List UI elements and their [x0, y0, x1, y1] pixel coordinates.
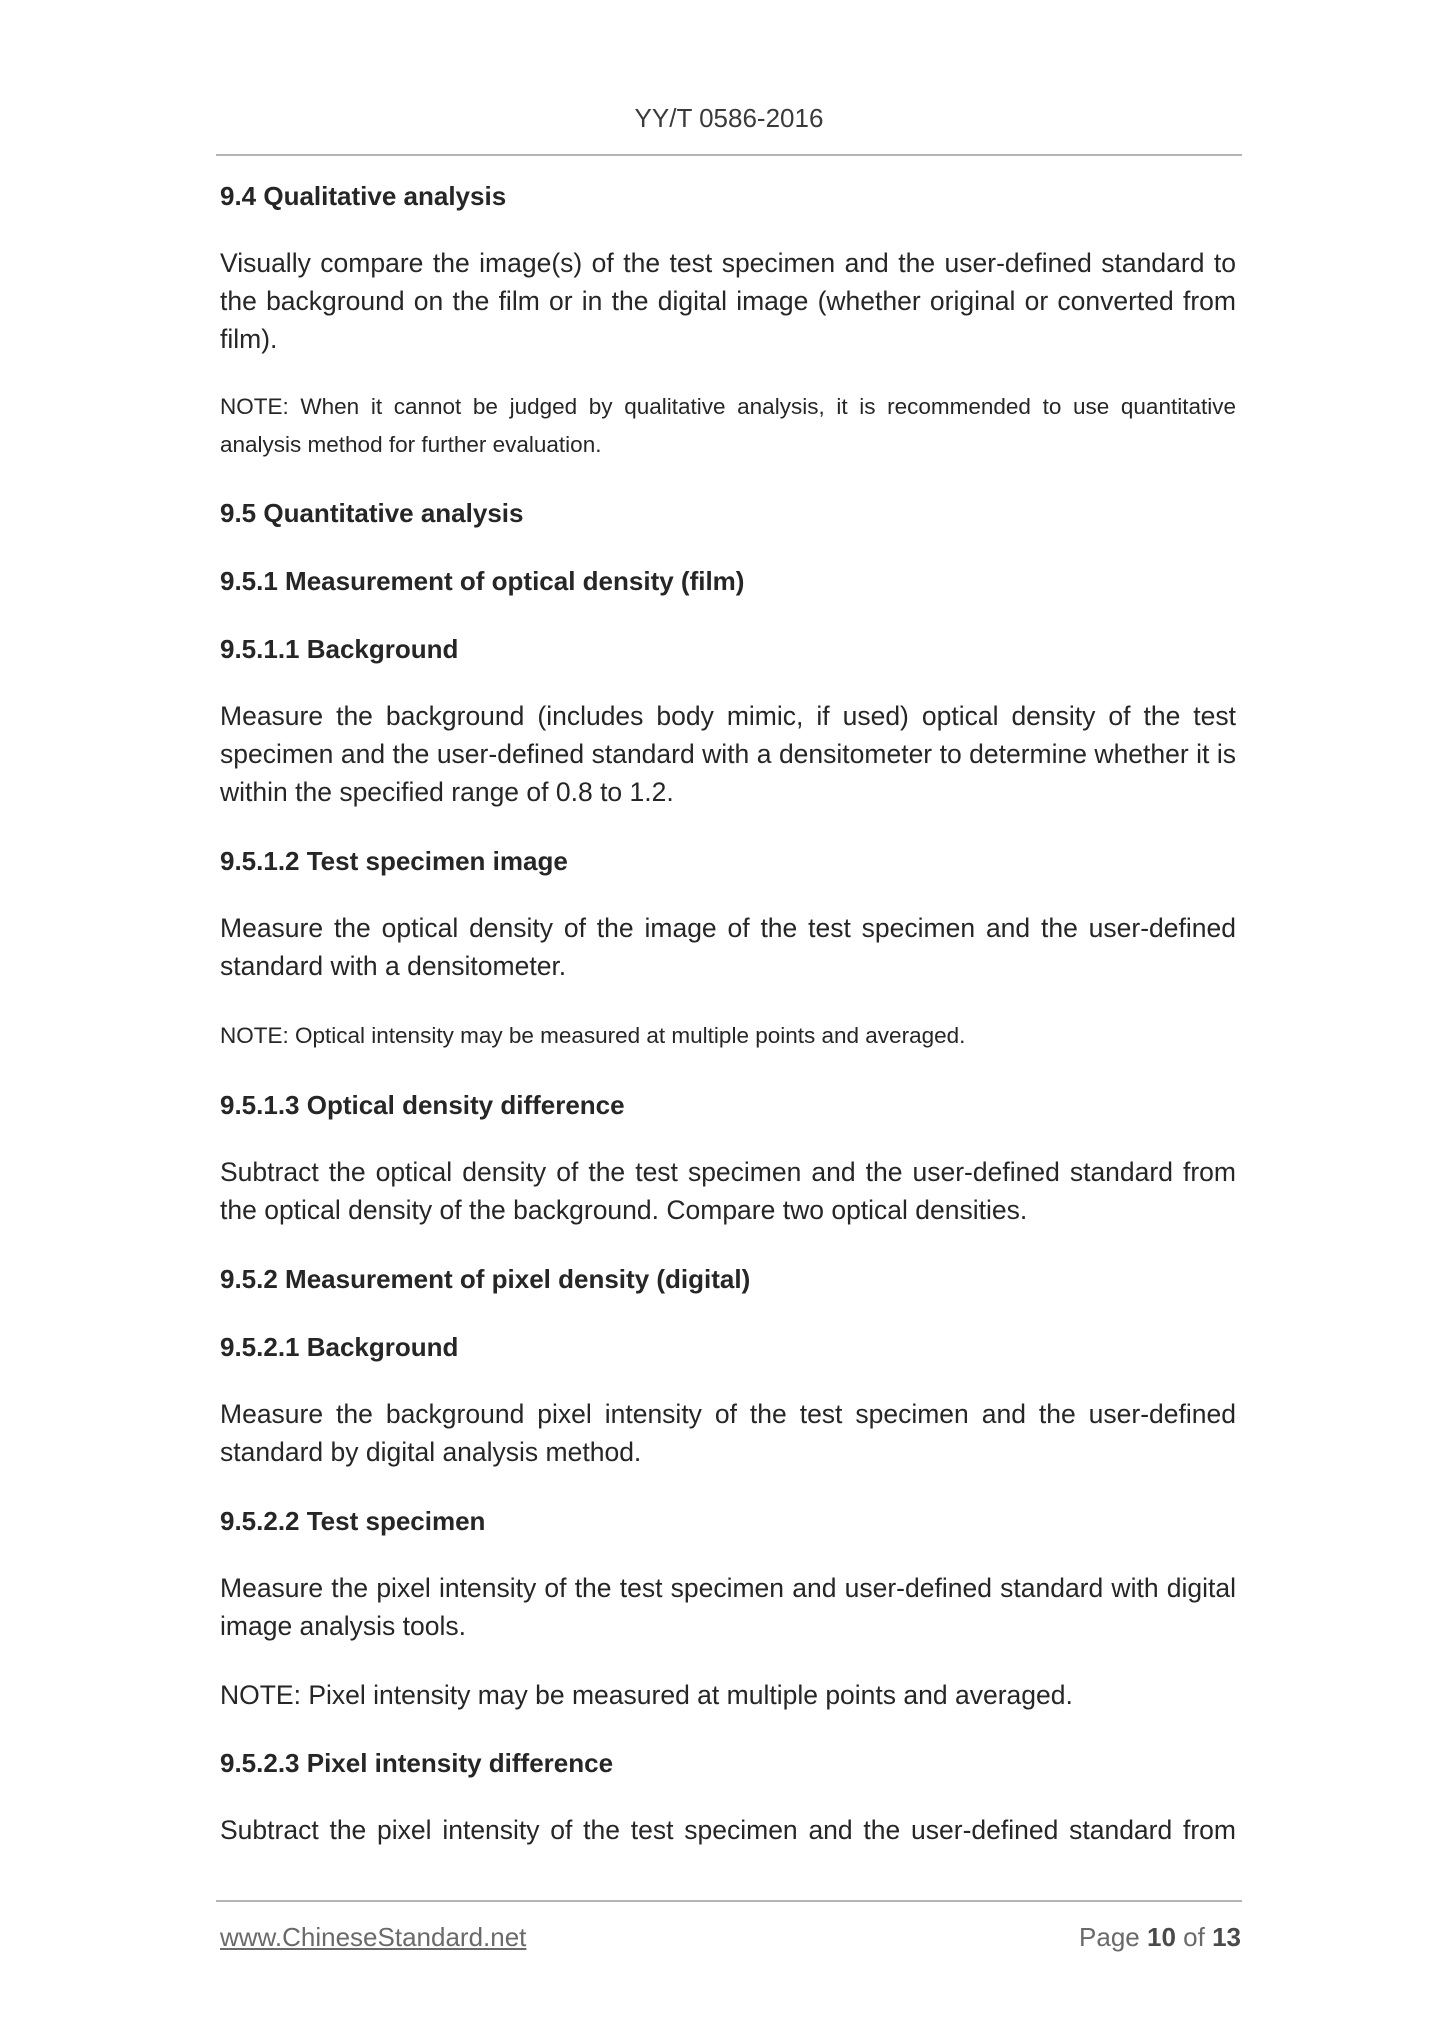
footer-divider [216, 1900, 1242, 1902]
section-heading-9-5-1-2: 9.5.1.2 Test specimen image [220, 846, 568, 876]
section-body-9-5-2-3: Subtract the pixel intensity of the test specimen and the user-defined standard from [220, 1815, 1236, 1845]
section-heading-9-5-1: 9.5.1 Measurement of optical density (film) [220, 566, 745, 596]
section-body-9-4: Visually compare the image(s) of the test specimen and the user-defined standard to the background on the film or in the digital image (whether original or converted from film). [220, 248, 1236, 354]
current-page-number: 10 [1147, 1922, 1176, 1952]
website-link[interactable]: www.ChineseStandard.net [220, 1922, 527, 1952]
section-heading-9-5-2-2: 9.5.2.2 Test specimen [220, 1506, 486, 1536]
section-note-9-5-2-2: NOTE: Pixel intensity may be measured at multiple points and averaged. [220, 1680, 1073, 1710]
section-heading-9-5-1-1: 9.5.1.1 Background [220, 634, 459, 664]
total-page-count: 13 [1212, 1922, 1241, 1952]
section-heading-9-5: 9.5 Quantitative analysis [220, 498, 524, 528]
section-heading-9-5-2-1: 9.5.2.1 Background [220, 1332, 459, 1362]
section-note-9-5-1-2: NOTE: Optical intensity may be measured at multiple points and averaged. [220, 1023, 966, 1048]
page-indicator [1079, 1922, 1241, 1953]
section-note-9-4: NOTE: When it cannot be judged by qualitative analysis, it is recommended to use quantitative analysis method for further evaluation. [220, 394, 1236, 457]
section-heading-9-5-2-3: 9.5.2.3 Pixel intensity difference [220, 1748, 614, 1778]
section-body-9-5-1-1: Measure the background (includes body mimic, if used) optical density of the test specimen and the user-defined standard with a densitometer to determine whether it is within the specified range of 0.8 to 1.2. [220, 701, 1236, 807]
document-code-header: YY/T 0586-2016 [634, 103, 824, 133]
header-divider [216, 154, 1242, 156]
page-of: of [1183, 1922, 1205, 1952]
section-heading-9-5-1-3: 9.5.1.3 Optical density difference [220, 1090, 625, 1120]
section-body-9-5-1-2: Measure the optical density of the image of the test specimen and the user-defined standard with a densitometer. [220, 913, 1236, 981]
section-body-9-5-2-2: Measure the pixel intensity of the test specimen and user-defined standard with digital image analysis tools. [220, 1573, 1236, 1641]
section-body-9-5-2-1: Measure the background pixel intensity of the test specimen and the user-defined standard by digital analysis method. [220, 1399, 1236, 1467]
section-heading-9-4: 9.4 Qualitative analysis [220, 181, 507, 211]
section-heading-9-5-2: 9.5.2 Measurement of pixel density (digital) [220, 1264, 751, 1294]
section-body-9-5-1-3: Subtract the optical density of the test specimen and the user-defined standard from the optical density of the background. Compare two optical densities. [220, 1157, 1236, 1225]
page-prefix: Page [1079, 1922, 1140, 1952]
